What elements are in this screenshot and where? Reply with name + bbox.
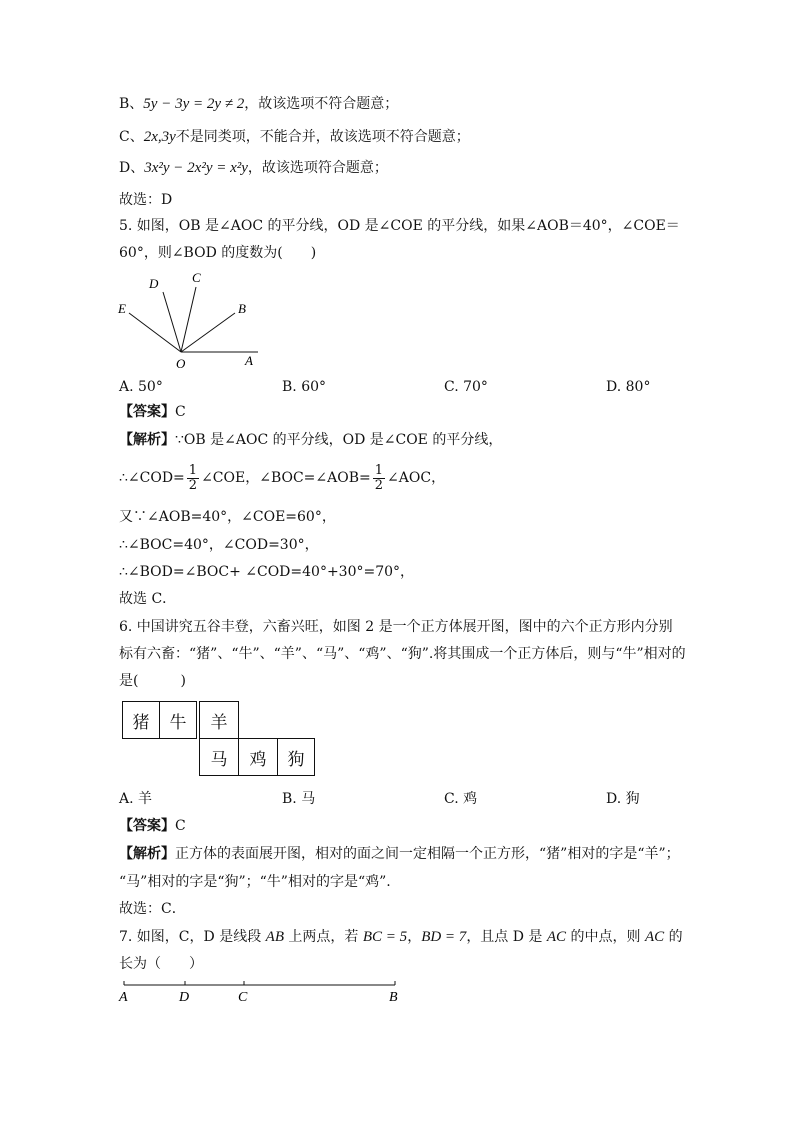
option-c-text: 不是同类项，不能合并，故该选项不符合题意； — [175, 129, 470, 145]
option-d-prefix: D、 — [119, 160, 145, 176]
net-cell: 牛 — [159, 701, 197, 739]
option-c-line — [119, 127, 470, 147]
segment-ac: AC — [644, 929, 665, 945]
q5-analysis-line-2 — [119, 462, 445, 494]
q5-analysis-line-1 — [119, 430, 502, 450]
q6-option-d[interactable]: D. 狗 — [606, 791, 640, 807]
option-b-text: ，故该选项不符合题意； — [244, 96, 399, 112]
choose-line-1: 故选：D — [119, 192, 173, 208]
stem-text: 的中点，则 — [566, 929, 645, 945]
q6-choose: 故选：C． — [119, 901, 186, 917]
fraction-denominator: 2 — [188, 477, 198, 493]
ray-od — [163, 292, 181, 352]
q6-option-c[interactable]: C. 鸡 — [444, 791, 478, 807]
q5-option-b[interactable]: B. 60° — [282, 379, 327, 395]
fraction-numerator: 1 — [374, 462, 384, 478]
analysis-text: ∵OB 是∠AOC 的平分线，OD 是∠COE 的平分线， — [175, 432, 503, 448]
q5-option-d[interactable]: D. 80° — [606, 379, 651, 395]
analysis-text: 正方体的表面展开图，相对的面之间一定相隔一个正方形，“猪”相对的字是“羊”； — [175, 846, 680, 862]
label-d: D — [179, 990, 190, 1005]
fraction-half — [187, 464, 199, 493]
bd-value: BD = 7 — [421, 929, 467, 945]
answer-value: C — [175, 404, 186, 420]
stem-text: ， — [407, 929, 422, 945]
q5-stem-line-1: 5. 如图，OB 是∠AOC 的平分线，OD 是∠COE 的平分线，如果∠AOB＝40°，∠COE＝ — [119, 218, 680, 234]
option-d-line — [119, 158, 388, 178]
fraction-numerator: 1 — [188, 462, 198, 478]
q6-stem-line-3: 是( ) — [119, 673, 186, 689]
net-cell: 狗 — [277, 738, 315, 776]
fraction-denominator: 2 — [374, 477, 384, 493]
q5-analysis-line-4: ∴∠BOC=40°，∠COD=30°， — [119, 537, 319, 553]
bc-value: BC = 5 — [362, 929, 408, 945]
option-b-formula: 5y − 3y = 2y ≠ 2 — [143, 96, 245, 112]
stem-text: 上两点，若 — [283, 929, 363, 945]
stem-text: 的 — [664, 929, 683, 945]
analysis-text: ∠AOC， — [387, 470, 446, 486]
option-b-prefix: B、 — [119, 96, 144, 112]
q5-option-c[interactable]: C. 70° — [444, 379, 488, 395]
net-cell: 马 — [199, 738, 239, 776]
q5-stem-line-2: 60°，则∠BOD 的度数为( ) — [119, 245, 317, 261]
fraction-half — [373, 464, 385, 493]
q6-analysis-line-1 — [119, 844, 680, 864]
net-cell: 鸡 — [238, 738, 278, 776]
q5-answer-line — [119, 402, 186, 422]
label-a: A — [119, 990, 128, 1005]
option-b-line — [119, 94, 398, 114]
label-b: B — [389, 990, 398, 1005]
stem-text: ，且点 D 是 — [466, 929, 547, 945]
net-cell: 羊 — [199, 701, 239, 739]
q5-analysis-line-3: 又∵∠AOB=40°，∠COE=60°， — [119, 509, 336, 525]
answer-label: 【答案】 — [119, 404, 175, 420]
label-b: B — [238, 301, 246, 316]
answer-label: 【答案】 — [119, 818, 175, 834]
option-d-text: ，故该选项符合题意； — [247, 160, 388, 176]
q6-option-a[interactable]: A. 羊 — [119, 791, 153, 807]
segment-figure — [115, 976, 415, 1006]
analysis-label: 【解析】 — [119, 432, 175, 448]
ray-oe — [129, 313, 181, 352]
q6-analysis-line-2: “马”相对的字是“狗”；“牛”相对的字是“鸡”. — [119, 874, 391, 890]
answer-value: C — [175, 818, 186, 834]
label-c: C — [192, 270, 201, 285]
analysis-label: 【解析】 — [119, 846, 175, 862]
segment-ac: AC — [546, 929, 567, 945]
q5-choose: 故选 C． — [119, 591, 177, 607]
label-a: A — [245, 353, 253, 368]
q5-option-a[interactable]: A. 50° — [119, 379, 163, 395]
segment-ab: AB — [265, 929, 284, 945]
q6-stem-line-2: 标有六畜：“猪”、“牛”、“羊”、“马”、“鸡”、“狗”.将其围成一个正方体后，则与“牛”相对的 — [119, 646, 686, 662]
q7-stem-line-1 — [119, 927, 683, 947]
option-c-formula: 2x,3y — [143, 129, 176, 145]
q6-option-b[interactable]: B. 马 — [282, 791, 316, 807]
analysis-text: ∠COE，∠BOC=∠AOB= — [201, 470, 371, 486]
angle-figure — [112, 268, 272, 372]
net-cell: 猪 — [122, 701, 160, 739]
q7-stem-line-2: 长为（ ） — [119, 956, 203, 972]
q5-analysis-line-5: ∴∠BOD=∠BOC+ ∠COD=40°+30°=70°， — [119, 564, 415, 580]
option-c-prefix: C、 — [119, 129, 144, 145]
analysis-text: ∴∠COD= — [119, 470, 185, 486]
q6-answer-line — [119, 816, 186, 836]
label-o: O — [176, 356, 186, 371]
label-e: E — [118, 301, 126, 316]
label-c: C — [238, 990, 248, 1005]
label-d: D — [149, 276, 159, 291]
q6-stem-line-1: 6. 中国讲究五谷丰登，六畜兴旺，如图 2 是一个正方体展开图，图中的六个正方形内分别 — [119, 619, 673, 635]
stem-text: 7. 如图，C，D 是线段 — [119, 929, 266, 945]
option-d-formula: 3x²y − 2x²y = x²y — [144, 160, 248, 176]
